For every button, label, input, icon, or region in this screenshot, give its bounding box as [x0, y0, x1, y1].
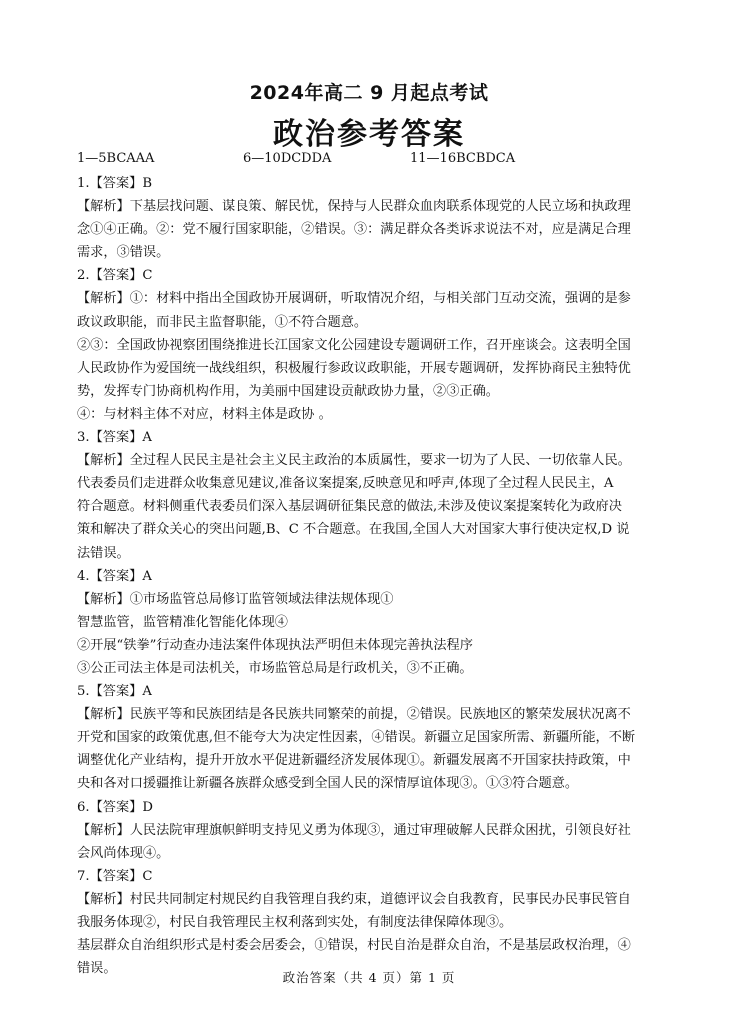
text-line: 开党和国家的政策优惠,但不能夸大为决定性因素，④错误。新疆立足国家所需、新疆所能，不断 — [77, 730, 636, 746]
answer-key-group: 6—10DCDDA — [243, 151, 332, 166]
text-line: 【解析】村民共同制定村规民约自我管理自我约束，道德评议会自我教育，民事民办民事民管自 — [77, 891, 631, 907]
text-line: 3.【答案】A — [77, 430, 152, 446]
text-line: 4.【答案】A — [77, 568, 152, 584]
text-line: 【解析】全过程人民民主是社会主义民主政治的本质属性，要求一切为了人民、一切依靠人民。 — [77, 453, 631, 469]
text-line: 策和解决了群众关心的突出问题,B、C 不合题意。在我国,全国人大对国家大事行使决定权,D 说 — [77, 522, 630, 538]
text-line: 需求，③错误。 — [77, 245, 170, 261]
text-line: 【解析】下基层找问题、谋良策、解民忧，保持与人民群众血肉联系体现党的人民立场和执政理 — [77, 199, 631, 215]
exam-title: 2024年高二 9 月起点考试 — [249, 82, 489, 104]
text-line: 5.【答案】A — [77, 684, 152, 700]
text-line: 符合题意。材料侧重代表委员们深入基层调研征集民意的做法,未涉及使议案提案转化为政府决 — [77, 499, 622, 515]
text-line: 7.【答案】C — [77, 868, 153, 884]
text-line: 我服务体现②，村民自我管理民主权利落到实处，有制度法律保障体现③。 — [77, 915, 513, 930]
text-line: 代表委员们走进群众收集意见建议,准备议案提案,反映意见和呼声,体现了全过程人民民主，A — [77, 476, 614, 492]
answer-content — [77, 172, 667, 980]
text-line: ②开展“铁拳”行动查办违法案件体现执法严明但未体现完善执法程序 — [77, 637, 473, 653]
text-line: 央和各对口援疆推让新疆各族群众感受到全国人民的深情厚谊体现③。①③符合题意。 — [77, 776, 579, 792]
text-line: 人民政协作为爱国统一战线组织，积极履行参政议政职能，开展专题调研，发挥协商民主独特优 — [77, 360, 631, 376]
page-footer: 政治答案（共 4 页）第 1 页 — [282, 970, 456, 985]
text-line: 法错误。 — [77, 545, 130, 561]
text-line: 1.【答案】B — [77, 176, 153, 191]
text-line: 【解析】①：材料中指出全国政协开展调研，听取情况介绍，与相关部门互动交流，强调的是参 — [77, 291, 631, 307]
text-line: 念①④正确。②：党不履行国家职能，②错误。③：满足群众各类诉求说法不对，应是满足合理 — [77, 222, 631, 238]
subject-title: 政治参考答案 — [273, 117, 465, 152]
text-line: ②③：全国政协视察团围绕推进长江国家文化公园建设专题调研工作，召开座谈会。这表明全国 — [77, 337, 631, 353]
text-line: 政议政职能，而非民主监督职能，①不符合题意。 — [77, 314, 368, 330]
text-line: ③公正司法主体是司法机关，市场监管总局是行政机关，③不正确。 — [77, 660, 473, 676]
text-line: 错误。 — [77, 961, 117, 977]
text-line: ④：与材料主体不对应，材料主体是政协 。 — [77, 406, 332, 422]
text-line: 势，发挥专门协商机构作用，为美丽中国建设贡献政协力量，②③正确。 — [77, 383, 499, 399]
text-line: 【解析】①市场监管总局修订监管领域法律法规体现① — [77, 591, 394, 607]
text-line: 会风尚体现④。 — [77, 845, 170, 861]
text-line: 6.【答案】D — [77, 799, 153, 815]
answer-key-group: 1—5BCAAA — [77, 151, 155, 166]
text-line: 【解析】人民法院审理旗帜鲜明支持见义勇为体现③，通过审理破解人民群众困扰，引领良好社 — [77, 822, 631, 838]
text-line: 智慧监管，监管精准化智能化体现④ — [77, 614, 288, 630]
answer-key-group: 11—16BCBDCA — [410, 151, 516, 166]
text-line: 【解析】民族平等和民族团结是各民族共同繁荣的前提，②错误。民族地区的繁荣发展状况离不 — [77, 707, 631, 723]
text-line: 基层群众自治组织形式是村委会居委会，①错误，村民自治是群众自治，不是基层政权治理，④ — [77, 938, 631, 954]
text-line: 调整优化产业结构，提升开放水平促进新疆经济发展体现①。新疆发展离不开国家扶持政策，中 — [77, 753, 631, 769]
text-line: 2.【答案】C — [77, 268, 153, 284]
